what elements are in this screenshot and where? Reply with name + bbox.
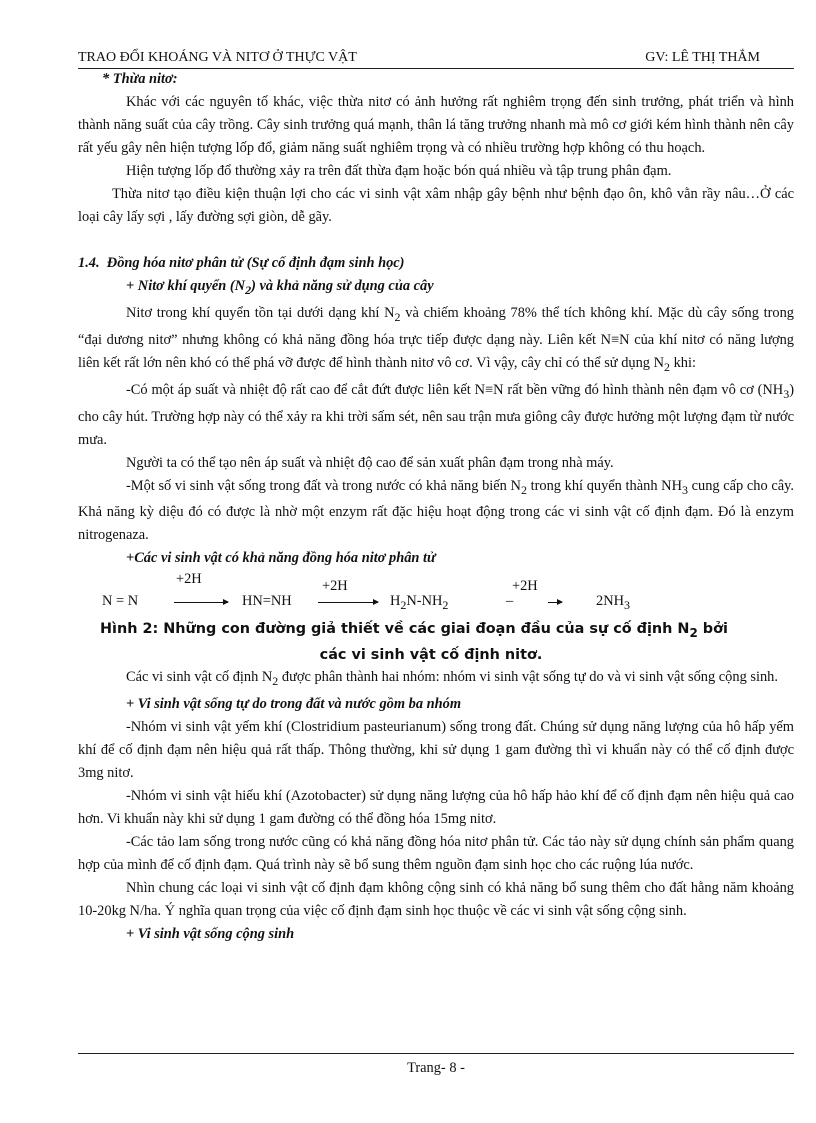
paragraph: -Nhóm vi sinh vật hiếu khí (Azotobacter) sử dụng năng lượng của hô hấp hảo khí để cố định đạm nên hiệu quả cao hơn. Vi khuẩn này khi sử dụng 1 gam đường có thể đồng hóa 15mg nitơ. bbox=[78, 788, 794, 828]
paragraph: Các vi sinh vật cố định $N_2$ được phân thành hai nhóm: nhóm vi sinh vật sống tự do và vi sinh vật sống cộng sinh. bbox=[126, 669, 778, 689]
reaction-species-ammonia: $2NH_3$ bbox=[596, 593, 630, 613]
reaction-species-n2: N = N bbox=[102, 593, 139, 610]
reaction-scheme bbox=[78, 570, 794, 618]
figure-caption bbox=[78, 618, 794, 666]
reaction-arrow-2 bbox=[318, 602, 378, 603]
header-author: GV: LÊ THỊ THẮM bbox=[645, 50, 760, 65]
reaction-species-hydrazine: $H_2N-NH_2$ bbox=[390, 593, 449, 613]
page-content bbox=[78, 68, 794, 946]
paragraph: -Các tảo lam sống trong nước cũng có khả năng đồng hóa nitơ phân tử. Các tảo này sử dụng chính sản phẩm quang hợp của mình để cố định đạm. Quá trình này sẽ bổ sung thêm nguồn đạm sinh học cho các ruộng lúa nước. bbox=[78, 834, 794, 874]
page-header bbox=[78, 50, 794, 69]
paragraph: -Có một áp suất và nhiệt độ rất cao để cắt đứt được liên kết N≡N rất bền vững đó hình thành nên đạm vô cơ $(NH_3)$ cho cây hút. Trường hợp này có thể xảy ra khi trời sấm sét, nên sau trận mưa giông cây được hưởng một lượng đạm từ nước mưa. bbox=[78, 381, 794, 448]
heading-thua-nito: * Thừa nitơ: bbox=[102, 71, 178, 87]
paragraph: Hiện tượng lốp đổ thường xảy ra trên đất thừa đạm hoặc bón quá nhiều và tập trung phân đạm. bbox=[126, 163, 672, 179]
page-number: Trang- 8 - bbox=[407, 1060, 465, 1076]
paragraph: -Một số vi sinh vật sống trong đất và trong nước có khả năng biến $N_2$ trong khí quyển thành $NH_3$ cung cấp cho cây. Khả năng kỳ diệu đó có được là nhờ một enzym rất đặc hiệu hoạt động trong các vi sinh vật cố định đạm. Đó là enzym nitrogenaza. bbox=[78, 477, 794, 544]
figure-caption-line-2: các vi sinh vật cố định nitơ. bbox=[319, 647, 543, 664]
reaction-label-2: +2H bbox=[322, 578, 348, 595]
reaction-label-3: +2H bbox=[512, 578, 538, 595]
reaction-arrow-1 bbox=[174, 602, 228, 603]
subheading-tu-do: + Vi sinh vật sống tự do trong đất và nước gồm ba nhóm bbox=[126, 696, 462, 713]
section-title: Đồng hóa nitơ phân tử (Sự cố định đạm sinh học) bbox=[106, 255, 405, 271]
subheading-cong-sinh: + Vi sinh vật sống cộng sinh bbox=[126, 926, 295, 943]
header-title: TRAO ĐỔI KHOÁNG VÀ NITƠ Ở THỰC VẬT bbox=[78, 50, 357, 65]
subheading-vi-sinh-vat: +Các vi sinh vật có khả năng đồng hóa nitơ phân tử bbox=[126, 550, 436, 567]
paragraph: Thừa nitơ tạo điều kiện thuận lợi cho các vi sinh vật xâm nhập gây bệnh như bệnh đạo ôn, khô vằn rầy nâu…Ở các loại cây lấy sợi , lấy đường sợi giòn, dễ gãy. bbox=[78, 186, 794, 225]
reaction-label-1: +2H bbox=[176, 571, 202, 588]
reaction-arrow-3 bbox=[548, 602, 562, 603]
paragraph: Nitơ trong khí quyển tồn tại dưới dạng khí $N_2$ và chiếm khoảng 78% thể tích không khí. Mặc dù cây sống trong “đại dương nitơ” nhưng không có khả năng đồng hóa trực tiếp được dạng này. Liên kết N≡N của khí nitơ có năng lượng liên kết rất lớn nên khó có thể phá vỡ được để hình thành nitơ vô cơ. Vì vậy, cây chỉ có thể sử dụng $N_2$ khi: bbox=[78, 304, 794, 374]
page-footer bbox=[78, 1053, 794, 1077]
paragraph: Nhìn chung các loại vi sinh vật cố định đạm không cộng sinh có khả năng bổ sung thêm cho đất hằng năm khoảng 10-20kg N/ha. Ý nghĩa quan trọng của việc cố định đạm sinh học thuộc về các vi sinh vật sống cộng sinh. bbox=[78, 880, 794, 920]
reaction-species-diazene: HN=NH bbox=[242, 593, 292, 610]
figure-caption-line-1: Hình 2: Những con đường giả thiết về các giai đoạn đầu của sự cố định $N_2$ bởi bbox=[100, 621, 728, 641]
reaction-dash: – bbox=[506, 593, 514, 610]
paragraph: Khác với các nguyên tố khác, việc thừa nitơ có ảnh hưởng rất nghiêm trọng đến sinh trưởng, phát triển và hình thành năng suất của cây trồng. Cây sinh trưởng quá mạnh, thân lá tăng trưởng nhanh mà mô cơ giới kém hình thành nên cây rất yếu gây nên hiện tượng lốp đổ, giảm năng suất nghiêm trọng và có nhiều trường hợp không có thu hoạch. bbox=[78, 94, 794, 156]
subheading-nito-khi-quyen: + Nitơ khí quyển $(N_2)$ và khả năng sử dụng của cây bbox=[126, 278, 434, 297]
section-heading-1-4 bbox=[78, 252, 794, 275]
section-number: 1.4. bbox=[78, 255, 100, 271]
paragraph: -Nhóm vi sinh vật yếm khí (Clostridium pasteurianum) sống trong đất. Chúng sử dụng năng lượng của hô hấp yếm khí để cố định đạm nên hiệu quả rất thấp. Thông thường, khi sử dụng 1 gam đường thì vi khuẩn này có thể cố định được 3mg nitơ. bbox=[78, 719, 794, 782]
paragraph: Người ta có thể tạo nên áp suất và nhiệt độ cao để sản xuất phân đạm trong nhà máy. bbox=[126, 454, 614, 471]
